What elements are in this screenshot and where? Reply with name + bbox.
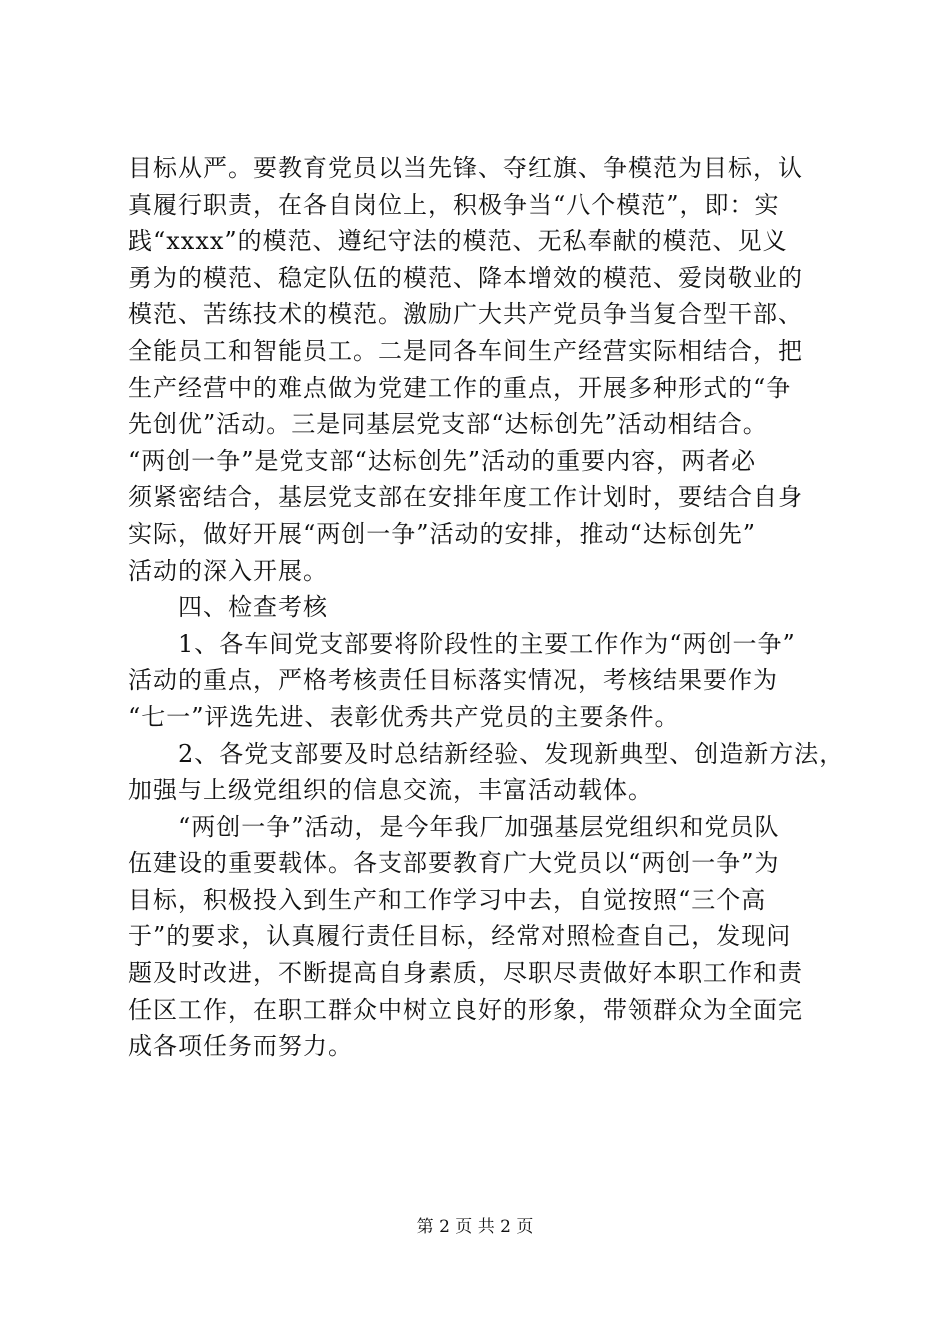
text-line: 活动的深入开展。 [128, 556, 328, 585]
text-line: 目标，积极投入到生产和工作学习中去，自觉按照“三个高 [128, 885, 767, 914]
text-line: 活动的重点，严格考核责任目标落实情况，考核结果要作为 [128, 666, 778, 695]
text-line: 任区工作，在职工群众中树立良好的形象，带领群众为全面完 [128, 995, 803, 1024]
text-line: 四、检查考核 [128, 593, 328, 622]
text-line: 目标从严。要教育党员以当先锋、夺红旗、争模范为目标，认 [128, 154, 803, 182]
text-line: 先创优”活动。三是同基层党支部“达标创先”活动相结合。 [128, 410, 768, 439]
page-footer: 第 2 页 共 2 页 [416, 1217, 534, 1237]
document-body [128, 150, 845, 1065]
text-line: “两创一争”是党支部“达标创先”活动的重要内容，两者必 [128, 446, 757, 475]
text-line: 1、各车间党支部要将阶段性的主要工作作为“两创一争” [128, 629, 796, 658]
text-line: 于”的要求，认真履行责任目标，经常对照检查自己，发现问 [128, 922, 792, 951]
text-line: 成各项任务而努力。 [128, 1032, 353, 1061]
text-line: 全能员工和智能员工。二是同各车间生产经营实际相结合，把 [128, 336, 803, 365]
text-line: 须紧密结合，基层党支部在安排年度工作计划时，要结合自身 [128, 483, 803, 512]
text-line: 伍建设的重要载体。各支部要教育广大党员以“两创一争”为 [128, 849, 780, 878]
text-line: 勇为的模范、稳定队伍的模范、降本增效的模范、爱岗敬业的 [128, 263, 803, 292]
text-line: 实际，做好开展“两创一争”活动的安排，推动“达标创先” [128, 519, 757, 548]
text-line: 真履行职责，在各自岗位上，积极争当“八个模范”，即：实 [128, 190, 780, 219]
text-line: 题及时改进，不断提高自身素质，尽职尽责做好本职工作和责 [128, 959, 803, 988]
text-line: 践“xxxx”的模范、遵纪守法的模范、无私奉献的模范、见义 [128, 227, 788, 256]
text-line: 模范、苦练技术的模范。激励广大共产党员争当复合型干部、 [128, 300, 803, 329]
text-line: 2、各党支部要及时总结新经验、发现新典型、创造新方法， [128, 739, 845, 768]
text-line: 生产经营中的难点做为党建工作的重点，开展多种形式的“争 [128, 373, 792, 402]
text-line: “七一”评选先进、表彰优秀共产党员的主要条件。 [128, 702, 680, 731]
text-line: “两创一争”活动，是今年我厂加强基层党组织和党员队 [128, 812, 780, 841]
text-line: 加强与上级党组织的信息交流，丰富活动载体。 [128, 776, 653, 805]
